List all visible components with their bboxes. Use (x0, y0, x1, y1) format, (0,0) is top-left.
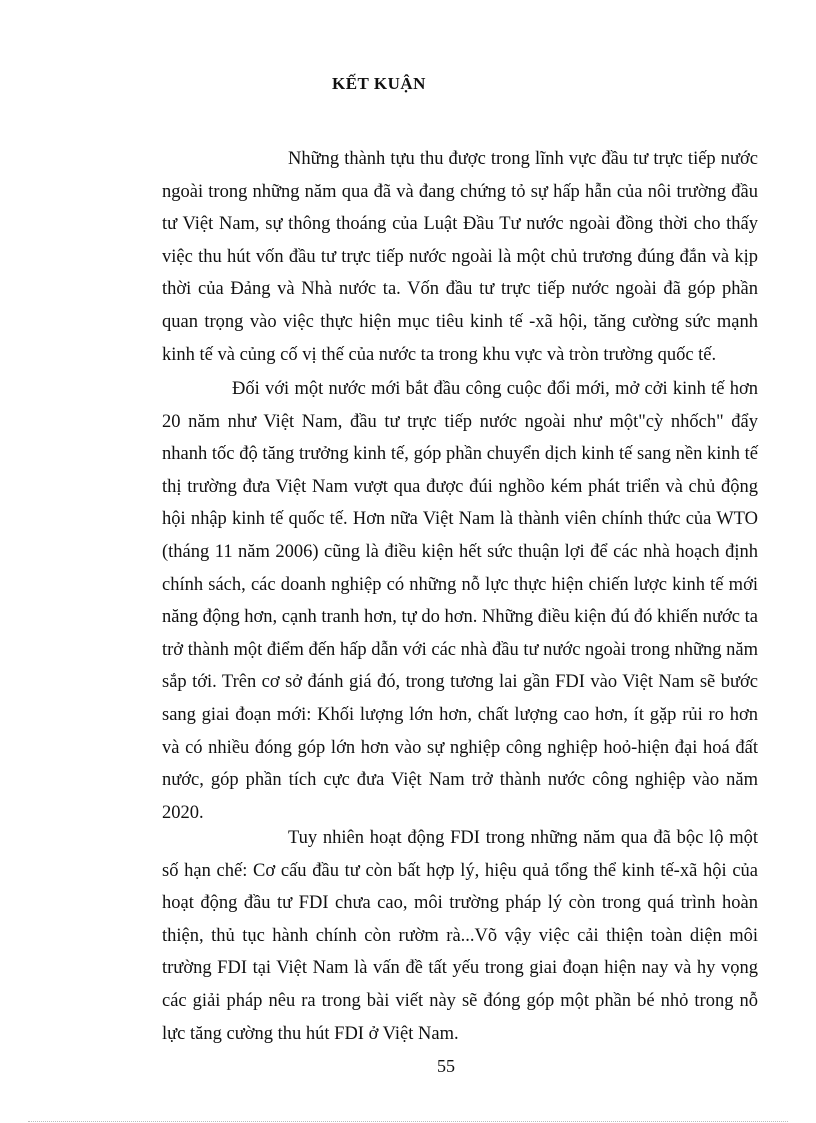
paragraph-limitations: Tuy nhiên hoạt động FDI trong những năm qua đã bộc lộ một số hạn chế: Cơ cấu đầu tư còn bất hợp lý, hiệu quả tổng thể kinh tế-xã hội của hoạt động đầu tư FDI chưa cao, môi trường pháp lý còn trong quá trình hoàn thiện, thủ tục hành chính còn rườm rà...Võ vậy việc cải thiện toàn diện môi trường FDI tại Việt Nam là vấn đề tất yếu trong giai đoạn hiện nay và hy vọng các giải pháp nêu ra trong bài viết này sẽ đóng góp một phần bé nhỏ trong nỗ lực tăng cường thu hút FDI ở Việt Nam. (162, 828, 758, 1044)
page-number: 55 (437, 1056, 455, 1076)
paragraph-achievements: Những thành tựu thu được trong lĩnh vực đầu tư trực tiếp nước ngoài trong những năm qua đã và đang chứng tỏ sự hấp hẫn của nôi trường đầu tư Việt Nam, sự thông thoáng của Luật Đầu Tư nước ngoài đồng thời cho thấy việc thu hút vốn đầu tư trực tiếp nước ngoài là một chủ trương đúng đắn và kịp thời của Đảng và Nhà nước ta. Vốn đầu tư trực tiếp nước ngoài đã góp phần quan trọng vào việc thực hiện mục tiêu kinh tế -xã hội, tăng cường sức mạnh kinh tế và củng cố vị thế của nước ta trong khu vực và tròn trường quốc tế. (162, 149, 758, 365)
paragraph-reform-outlook: Đối với một nước mới bắt đầu công cuộc đổi mới, mở cởi kinh tế hơn 20 năm như Việt Nam, đầu tư trực tiếp nước ngoài như một"cỳ nhốch" đẩy nhanh tốc độ tăng trưởng kinh tế, góp phần chuyển dịch kinh tế sang nền kinh tế thị trường đưa Việt Nam vượt qua được đúi nghồo kém phát triển và chủ động hội nhập kinh tế quốc tế. Hơn nữa Việt Nam là thành viên chính thức của WTO (tháng 11 năm 2006) cũng là điều kiện hết sức thuận lợi để các nhà hoạch định chính sách, các doanh nghiệp có những nỗ lực thực hiện chiến lược kinh tế mới năng động hơn, cạnh tranh hơn, tự do hơn. Những điều kiện đú đó khiến nước ta trở thành một điểm đến hấp dẫn với các nhà đầu tư nước ngoài trong những năm sắp tới. Trên cơ sở đánh giá đó, trong tương lai gần FDI vào Việt Nam sẽ bước sang giai đoạn mới: Khối lượng lớn hơn, chất lượng cao hơn, ít gặp rủi ro hơn và có nhiều đóng góp lớn hơn vào sự nghiệp công nghiệp hoỏ-hiện đại hoá đất nước, góp phần tích cực đưa Việt Nam trở thành nước công nghiệp vào năm 2020. (162, 379, 758, 823)
page-title: KẾT KUẬN (332, 74, 426, 93)
footer-divider (28, 1121, 788, 1122)
